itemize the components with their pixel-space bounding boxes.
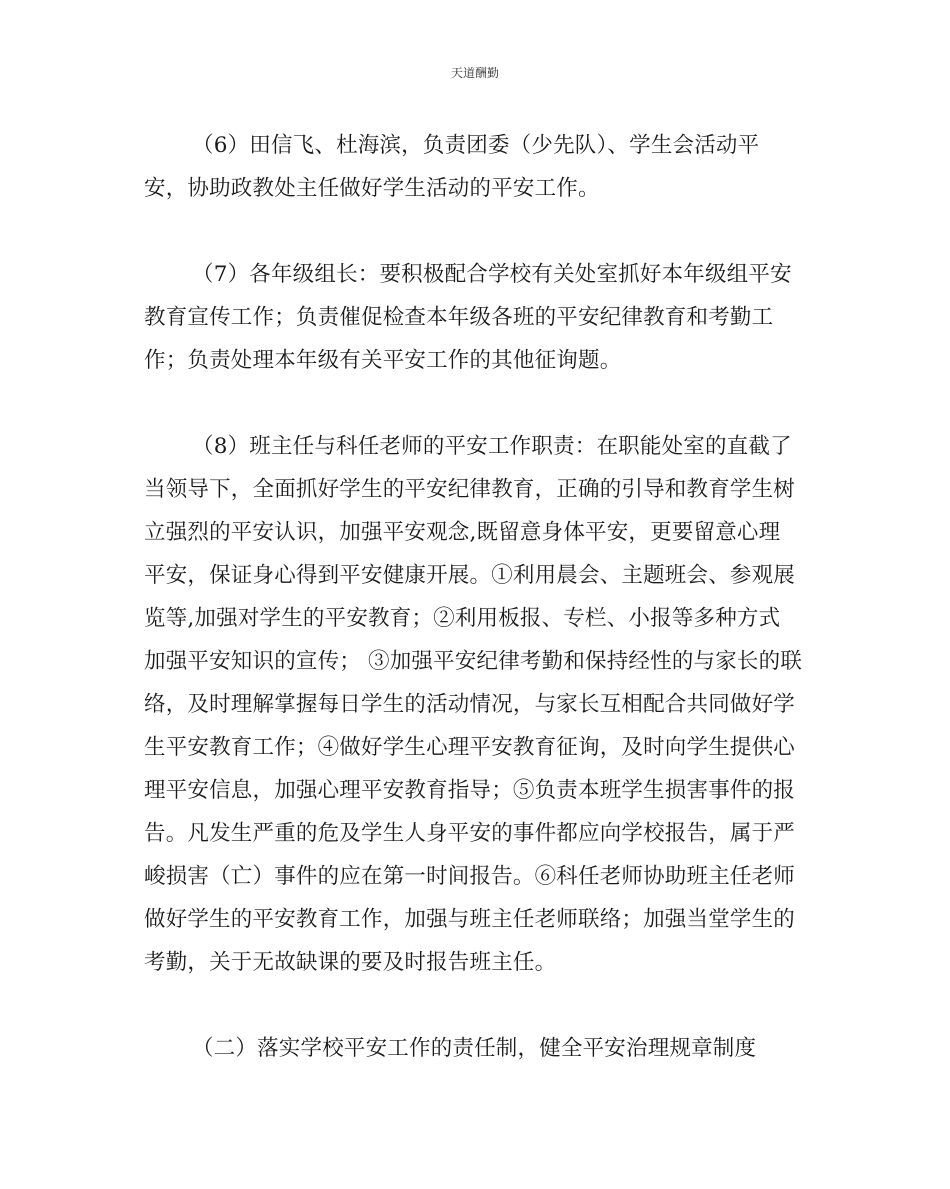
section-heading: （二）落实学校平安工作的责任制，健全平安治理规章制度 xyxy=(192,1036,757,1061)
paragraph-8-line-6: 加强平安知识的宣传； ③加强平安纪律考勤和保持经性的与家长的联 xyxy=(144,649,803,674)
paragraph-7-line-3: 作；负责处理本年级有关平安工作的其他征询题。 xyxy=(144,348,622,373)
document-body xyxy=(144,124,804,1070)
paragraph-gap xyxy=(144,382,804,425)
paragraph-7-line-2: 教育宣传工作；负责催促检查本年级各班的平安纪律教育和考勤工 xyxy=(144,305,774,330)
paragraph-8-line-13: 考勤，关于无故缺课的要及时报告班主任。 xyxy=(144,950,557,975)
paragraph-7-line-1: （7）各年级组长：要积极配合学校有关处室抓好本年级组平安 xyxy=(192,262,792,287)
paragraph-gap xyxy=(144,984,804,1027)
paragraph-8-line-10: 告。凡发生严重的危及学生人身平安的事件都应向学校报告，属于严 xyxy=(144,821,796,846)
paragraph-8-line-11: 峻损害（亡）事件的应在第一时间报告。⑥科任老师协助班主任老师 xyxy=(144,864,796,889)
page-header: 天道酬勤 xyxy=(450,66,499,80)
paragraph-8-line-7: 络，及时理解掌握每日学生的活动情况，与家长互相配合共同做好学 xyxy=(144,692,796,717)
paragraph-8-line-5: 览等,加强对学生的平安教育；②利用板报、专栏、小报等多种方式 xyxy=(144,606,781,631)
paragraph-8-line-3: 立强烈的平安认识，加强平安观念,既留意身体平安，更要留意心理 xyxy=(144,520,781,545)
paragraph-8-line-4: 平安，保证身心得到平安健康开展。①利用晨会、主题班会、参观展 xyxy=(144,563,796,588)
paragraph-8-line-2: 当领导下，全面抓好学生的平安纪律教育，正确的引导和教育学生树 xyxy=(144,477,796,502)
paragraph-8-line-9: 理平安信息，加强心理平安教育指导；⑤负责本班学生损害事件的报 xyxy=(144,778,796,803)
paragraph-8-line-8: 生平安教育工作；④做好学生心理平安教育征询，及时向学生提供心 xyxy=(144,735,796,760)
paragraph-gap xyxy=(144,210,804,253)
paragraph-6-line-2: 安，协助政教处主任做好学生活动的平安工作。 xyxy=(144,176,600,201)
paragraph-8-line-1: （8）班主任与科任老师的平安工作职责：在职能处室的直截了 xyxy=(192,434,792,459)
paragraph-8-line-12: 做好学生的平安教育工作，加强与班主任老师联络；加强当堂学生的 xyxy=(144,907,796,932)
paragraph-6-line-1: （6）田信飞、杜海滨，负责团委（少先队）、学生会活动平 xyxy=(192,133,760,158)
